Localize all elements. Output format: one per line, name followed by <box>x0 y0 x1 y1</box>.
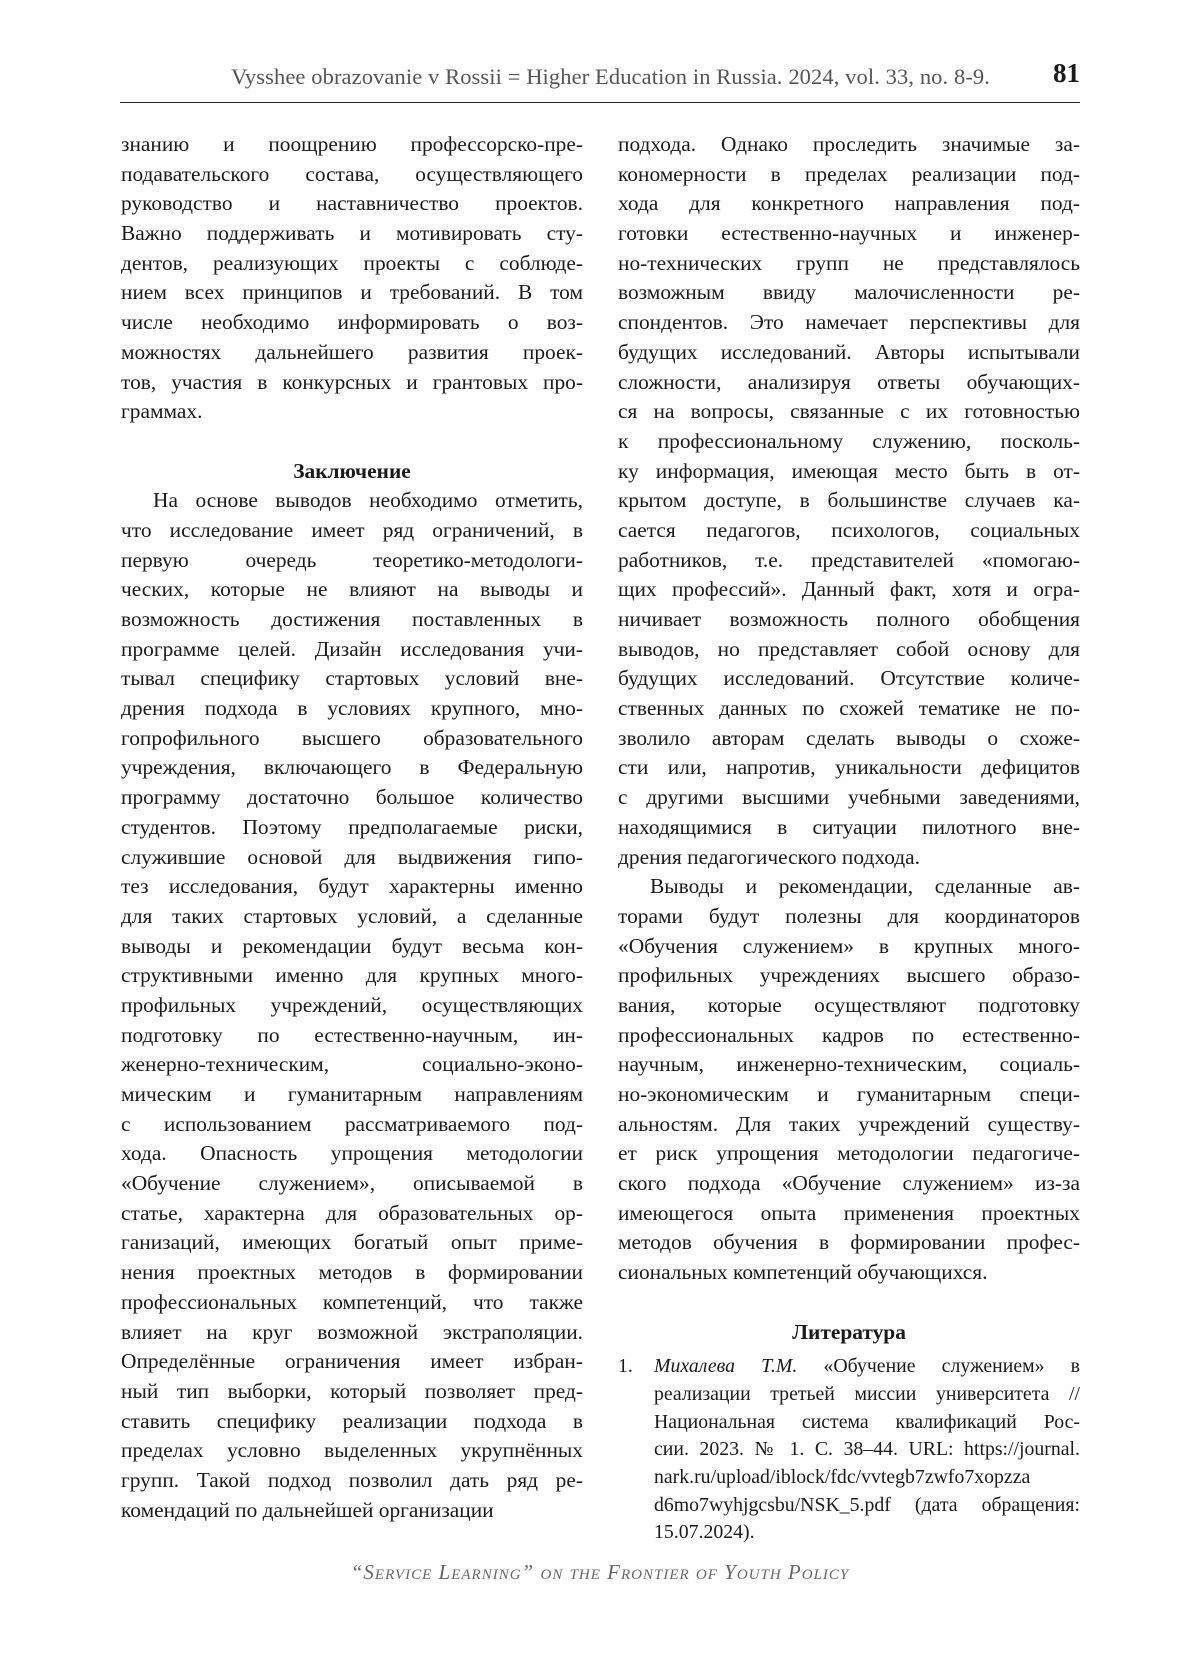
text-line: Важно поддерживать и мотивировать сту- <box>121 221 583 246</box>
text-line: выводов, но представляет собой основу для <box>618 636 1080 661</box>
text-line: подавательского состава, осуществляющего <box>121 161 583 186</box>
text-line: статье, характерна для образовательных ор- <box>121 1200 583 1225</box>
reference-line: nark.ru/upload/iblock/fdc/vvtegb7zwfo7xopzza <box>654 1465 1031 1488</box>
text-line: гопрофильного высшего образовательного <box>121 725 583 750</box>
reference-item <box>618 1353 1080 1547</box>
text-line: кономерности в пределах реализации под- <box>618 161 1080 186</box>
text-line: сается педагогов, психологов, социальных <box>618 517 1080 542</box>
text-line: крытом доступе, в большинстве случаев ка- <box>618 488 1080 513</box>
text-line: пределах условно выделенных укрупнённых <box>121 1438 583 1463</box>
text-line: женерно-техническим, социально-эконо- <box>121 1052 583 1077</box>
left-column <box>121 130 583 1525</box>
text-line: профильных учреждений, осуществляющих <box>121 992 583 1017</box>
text-line: программе целей. Дизайн исследования учи- <box>121 636 583 661</box>
reference-line: d6mo7wyhjgcsbu/NSK_5.pdf (дата обращения: <box>654 1493 1080 1516</box>
text-line: сложности, анализируя ответы обучающих- <box>618 369 1080 394</box>
text-line: будущих исследований. Отсутствие количе- <box>618 666 1080 691</box>
left-paragraph-2 <box>121 486 583 1525</box>
text-line: но-экономическим и гуманитарным специ- <box>618 1082 1080 1106</box>
text-line: возможным ввиду малочисленности ре- <box>618 280 1080 305</box>
reference-line: Национальная система квалификаций Рос- <box>654 1410 1080 1433</box>
section-heading-conclusion: Заключение <box>293 458 411 483</box>
text-line: альностям. Для таких учреждений существу- <box>618 1111 1080 1136</box>
left-paragraph-1 <box>121 130 583 427</box>
journal-citation: Vysshee obrazovanie v Rossii = Higher Education in Russia. 2024, vol. 33, no. 8-9. <box>231 64 990 89</box>
section-gap <box>618 1288 1080 1318</box>
text-line: Выводы и рекомендации, сделанные ав- <box>650 874 1080 899</box>
text-line: граммах. <box>121 399 203 424</box>
text-line: сиональных компетенций обучающихся. <box>618 1260 988 1285</box>
text-line: профильных учреждениях высшего образо- <box>618 963 1080 988</box>
right-column <box>618 130 1080 1547</box>
text-line: ет риск упрощения методологии педагогиче- <box>618 1141 1080 1166</box>
text-line: учреждения, включающего в Федеральную <box>121 755 583 780</box>
text-line: вания, которые осуществляют подготовку <box>618 992 1080 1017</box>
text-line: хода. Опасность упрощения методологии <box>121 1141 583 1166</box>
text-line: «Обучение служением», описываемой в <box>121 1171 583 1196</box>
text-line: ничивает возможность полного обобщения <box>618 607 1080 631</box>
text-line: ческих, которые не влияют на выводы и <box>121 577 583 602</box>
text-line: служившие основой для выдвижения гипо- <box>121 844 583 869</box>
text-line: ганизаций, имеющих богатый опыт приме- <box>121 1230 583 1255</box>
text-line: но-технических групп не представлялось <box>618 250 1080 275</box>
text-line: находящимися в ситуации пилотного вне- <box>618 814 1080 839</box>
text-line: структивными именно для крупных много- <box>121 963 583 988</box>
text-line: работников, т.е. представителей «помогаю- <box>618 547 1080 572</box>
text-line: профессиональных компетенций, что также <box>121 1289 583 1314</box>
text-line: ставить специфику реализации подхода в <box>121 1408 583 1433</box>
text-line: готовки естественно-научных и инженер- <box>618 221 1080 246</box>
text-line: студентов. Поэтому предполагаемые риски, <box>121 814 583 839</box>
reference-number: 1. <box>618 1355 633 1378</box>
text-line: с другими высшими учебными заведениями, <box>618 785 1080 810</box>
reference-line: 15.07.2024). <box>654 1521 755 1544</box>
text-line: хода для конкретного направления под- <box>618 191 1080 216</box>
running-footer: “Service Learning” on the Frontier of Youth Policy <box>350 1560 850 1584</box>
text-line: ный тип выборки, который позволяет пред- <box>121 1378 583 1403</box>
text-line: методов обучения в формировании профес- <box>618 1230 1080 1255</box>
text-line: дентов, реализующих проекты с соблюде- <box>121 250 583 275</box>
text-line: программу достаточно большое количество <box>121 785 583 810</box>
section-gap <box>121 427 583 457</box>
text-line: с использованием рассматриваемого под- <box>121 1111 583 1136</box>
text-line: ского подхода «Обучение служением» из-за <box>618 1171 1080 1196</box>
text-line: к профессиональному служению, посколь- <box>618 428 1080 453</box>
text-line: подготовку по естественно-научным, ин- <box>121 1022 583 1047</box>
text-line: торами будут полезны для координаторов <box>618 903 1080 928</box>
text-line: нием всех принципов и требований. В том <box>121 280 583 305</box>
text-line: возможность достижения поставленных в <box>121 607 583 631</box>
text-line: первую очередь теоретико-методологи- <box>121 547 583 572</box>
reference-line: реализации третьей миссии университета // <box>654 1382 1080 1405</box>
text-line: профессиональных кадров по естественно- <box>618 1022 1080 1047</box>
text-line: можностях дальнейшего развития проек- <box>121 339 583 364</box>
running-header <box>120 58 1080 103</box>
text-line: На основе выводов необходимо отметить, <box>153 488 583 513</box>
references-list <box>618 1353 1080 1547</box>
text-line: тез исследования, будут характерны именно <box>121 874 583 899</box>
text-line: комендаций по дальнейшей организации <box>121 1497 494 1522</box>
text-line: ственных данных по схожей тематике не по- <box>618 696 1080 721</box>
text-line: выводы и рекомендации будут весьма кон- <box>121 933 583 958</box>
text-line: что исследование имеет ряд ограничений, в <box>121 517 583 542</box>
text-line: нения проектных методов в формировании <box>121 1260 583 1285</box>
text-line: мическим и гуманитарным направлениям <box>121 1082 583 1106</box>
right-paragraph-2 <box>618 872 1080 1288</box>
text-line: спондентов. Это намечает перспективы для <box>618 310 1080 335</box>
text-line: для таких стартовых условий, а сделанные <box>121 903 583 928</box>
reference-line: Михалева Т.М. «Обучение служением» в <box>654 1355 1081 1378</box>
text-line: имеющегося опыта применения проектных <box>618 1200 1080 1225</box>
text-line: зволило авторам сделать выводы о схоже- <box>618 725 1080 750</box>
right-paragraph-1 <box>618 130 1080 872</box>
text-line: числе необходимо информировать о воз- <box>121 310 583 335</box>
text-line: влияет на круг возможной экстраполяции. <box>121 1319 583 1344</box>
references-heading: Литература <box>792 1319 906 1344</box>
text-line: научным, инженерно-техническим, социаль- <box>618 1052 1080 1077</box>
text-line: тывал специфику стартовых условий вне- <box>121 666 583 691</box>
text-line: руководство и наставничество проектов. <box>121 191 583 216</box>
text-line: щих профессий». Данный факт, хотя и огра- <box>618 577 1080 602</box>
text-line: Определённые ограничения имеет избран- <box>121 1349 583 1374</box>
text-line: ся на вопросы, связанные с их готовностью <box>618 399 1080 424</box>
text-line: тов, участия в конкурсных и грантовых про- <box>121 369 583 394</box>
text-line: сти или, напротив, уникальности дефицитов <box>618 755 1080 780</box>
text-line: групп. Такой подход позволил дать ряд ре- <box>121 1467 583 1492</box>
text-line: дрения педагогического подхода. <box>618 844 921 869</box>
text-line: будущих исследований. Авторы испытывали <box>618 339 1080 364</box>
text-line: знанию и поощрению профессорско-пре- <box>121 132 583 156</box>
text-line: «Обучения служением» в крупных много- <box>618 933 1080 958</box>
reference-author: Михалева Т.М. <box>654 1355 798 1378</box>
text-line: дрения подхода в условиях крупного, мно- <box>121 696 583 721</box>
text-line: ку информация, имеющая место быть в от- <box>618 458 1080 483</box>
page-number: 81 <box>1053 58 1080 88</box>
reference-line: сии. 2023. № 1. С. 38–44. URL: https://journal. <box>654 1438 1080 1461</box>
text-line: подхода. Однако проследить значимые за- <box>618 132 1080 156</box>
